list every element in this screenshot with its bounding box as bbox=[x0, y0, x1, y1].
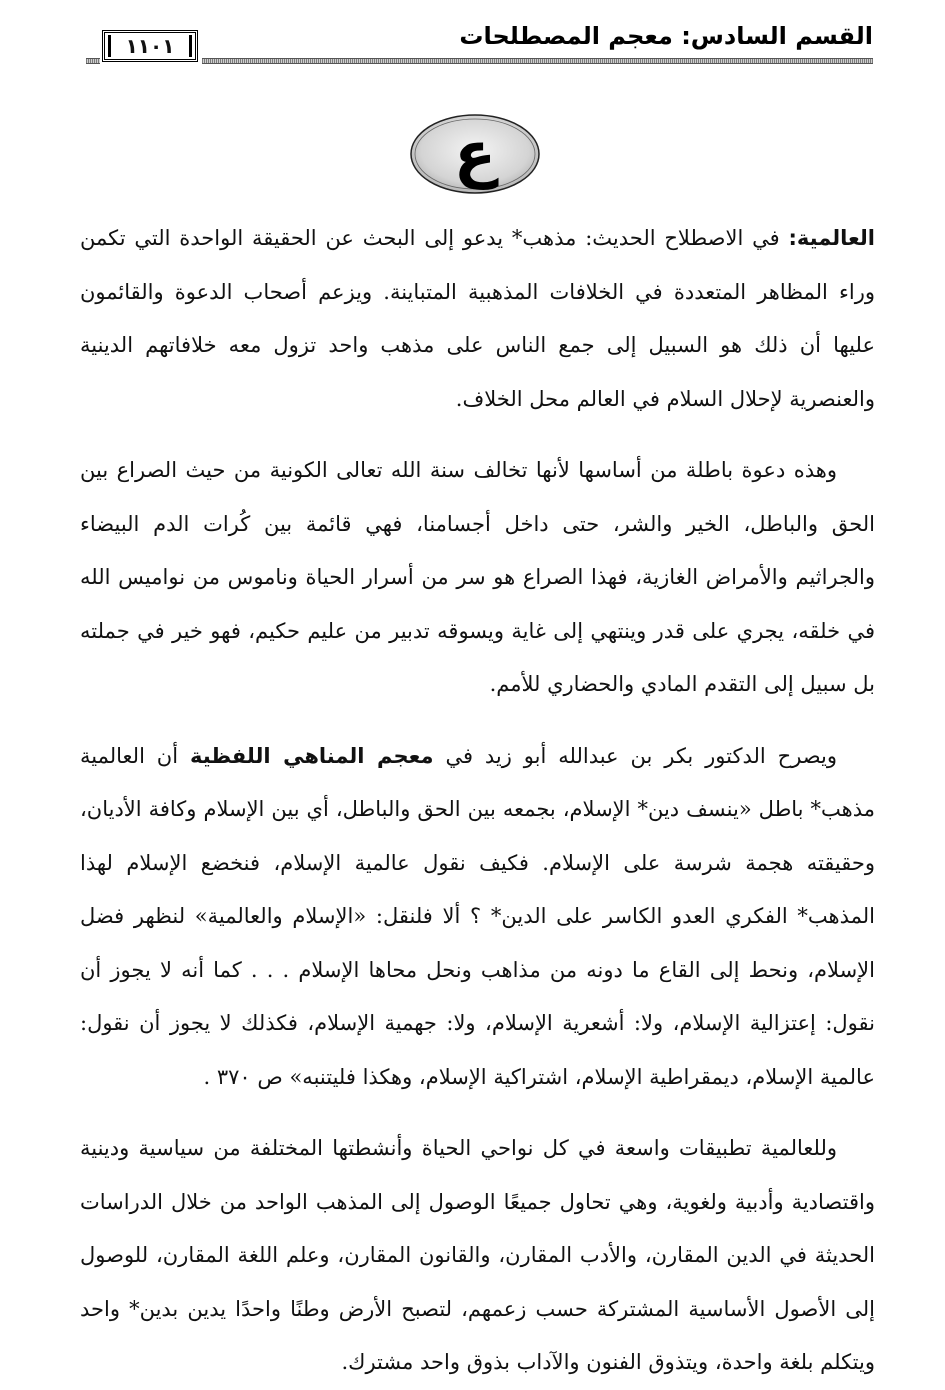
paragraph-text: وهذه دعوة باطلة من أساسها لأنها تخالف سنة الله تعالى الكونية من حيث الصراع بين الحق والباطل، الخير والشر، حتى داخل أجسامنا، فهي قائمة بين كُرات الدم البيضاء والجراثيم والأمراض الغازية، فهذا الصراع هو سر من أسرار الحياة وناموس من نواميس الله في خلقه، يجري على قدر وينتهي إلى غاية ويسوقه تدبير من عليم حكيم، فهو خير في جملته بل سبيل إلى التقدم المادي والحضاري للأمم. bbox=[80, 458, 875, 696]
header-rule bbox=[202, 58, 873, 64]
paragraph-text: وللعالمية تطبيقات واسعة في كل نواحي الحياة وأنشطتها المختلفة من سياسية ودينية واقتصادية وأدبية ولغوية، وهي تحاول جميعًا الوصول إلى المذهب الواحد من خلال الدراسات الحديثة في الدين المقارن، والأدب المقارن، والقانون المقارن، وعلم اللغة المقارن، للوصول إلى الأصول الأساسية المشتركة حسب زعمهم، لتصبح الأرض وطنًا واحدًا يدين بدين* واحد ويتكلم بلغة واحدة، ويتذوق الفنون والآداب بذوق واحد مشترك. bbox=[80, 1136, 875, 1374]
section-letter-medallion bbox=[408, 112, 542, 196]
running-header bbox=[78, 16, 873, 64]
paragraph-text-lead: ويصرح الدكتور بكر بن عبدالله أبو زيد في bbox=[445, 743, 837, 768]
header-rule-end bbox=[86, 58, 100, 64]
entry-body bbox=[80, 212, 875, 1390]
entry-paragraph-2 bbox=[80, 444, 875, 712]
entry-paragraph-4 bbox=[80, 1122, 875, 1390]
paragraph-text-rest: أن العالمية مذهب* باطل «ينسف دين* الإسلام، بجمعه بين الحق والباطل، أي بين الإسلام وكافة الأديان، وحقيقته هجمة شرسة على الإسلام. فكيف نقول عالمية الإسلام، فنخضع الإسلام لهذا المذهب* الفكري العدو الكاسر على الدين* ؟ ألا فلنقل: «الإسلام والعالمية» لنظهر فضل الإسلام، ونحط إلى القاع ما دونه من مذاهب ونحل محاها الإسلام . . . كما أنه لا يجوز أن نقول: إعتزالية الإسلام، ولا: أشعرية الإسلام، ولا: جهمية الإسلام، فكذلك لا يجوز أن نقول: عالمية الإسلام، ديمقراطية الإسلام، اشتراكية الإسلام، وهكذا فليتنبه» ص ٣٧٠ . bbox=[80, 743, 875, 1089]
entry-paragraph-3 bbox=[80, 730, 875, 1105]
entry-paragraph-1 bbox=[80, 212, 875, 426]
section-title: القسم السادس: معجم المصطلحات bbox=[459, 22, 873, 50]
entry-term: العالمية: bbox=[788, 226, 875, 250]
cited-book-title: معجم المناهي اللفظية bbox=[190, 743, 434, 768]
page-number: ١١٠١ bbox=[102, 30, 198, 62]
section-letter: ع bbox=[453, 117, 497, 190]
paragraph-text: في الاصطلاح الحديث: مذهب* يدعو إلى البحث عن الحقيقة الواحدة التي تكمن وراء المظاهر المتعددة في الخلافات المذهبية المتباينة. ويزعم أصحاب الدعوة والقائمون عليها أن ذلك هو السبيل إلى جمع الناس على مذهب واحد تزول معه خلافاتهم الدينية والعنصرية لإحلال السلام في العالم محل الخلاف. bbox=[80, 226, 875, 411]
